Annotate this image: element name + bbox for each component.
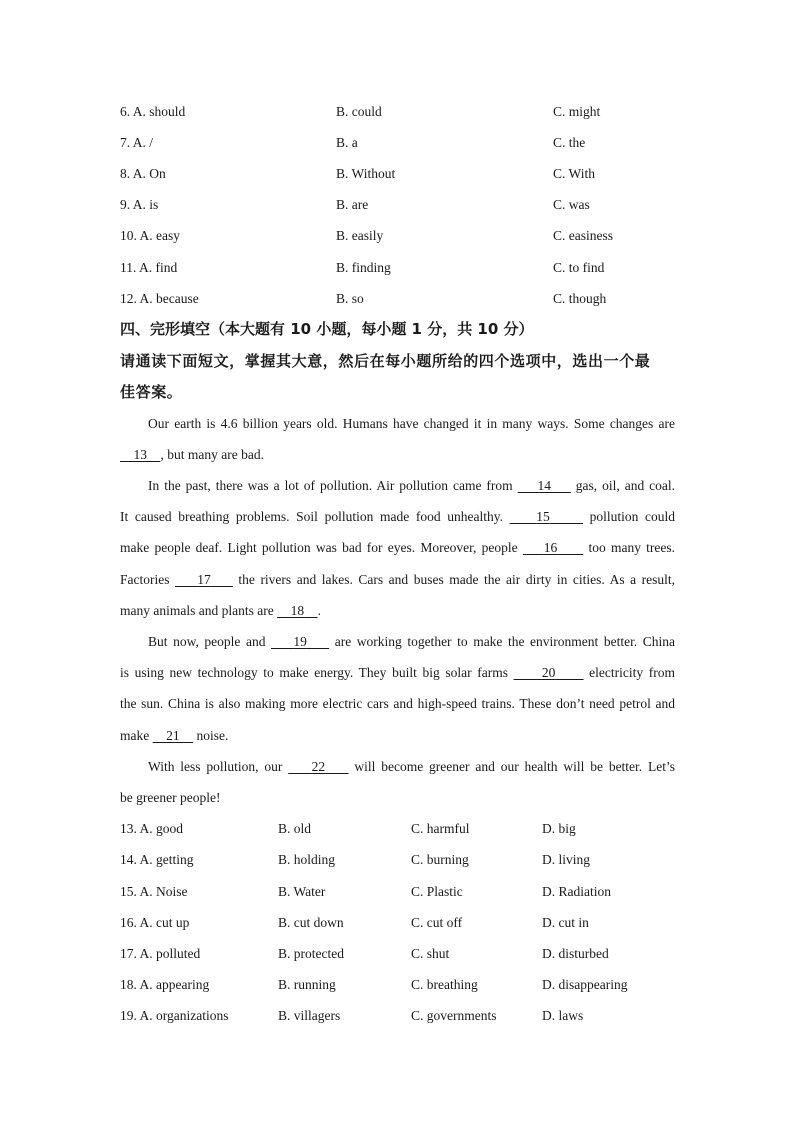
option-c: C. Plastic: [411, 884, 463, 899]
option-a: 17. A. polluted: [120, 946, 201, 961]
option-c: C. though: [553, 291, 607, 306]
option-row-15: [120, 884, 675, 904]
option-b: B. villagers: [278, 1008, 341, 1023]
blank-20: 20: [541, 665, 556, 680]
option-c: C. breathing: [411, 977, 478, 992]
option-c: C. to find: [553, 260, 605, 275]
option-b: B. cut down: [278, 915, 344, 930]
passage-line: 13 , but many are bad.: [120, 447, 675, 467]
option-row-14: [120, 852, 675, 872]
option-a: 8. A. On: [120, 166, 166, 181]
option-a: 6. A. should: [120, 104, 186, 119]
option-row-8: [120, 166, 675, 186]
option-a: 12. A. because: [120, 291, 199, 306]
option-row-7: [120, 135, 675, 155]
option-b: B. so: [336, 291, 364, 306]
option-d: D. disappearing: [542, 977, 628, 992]
option-d: D. laws: [542, 1008, 584, 1023]
passage-line: the sun. China is also making more electric cars and high-speed trains. These don’t need petrol and: [120, 696, 675, 711]
option-d: D. disturbed: [542, 946, 609, 961]
passage-line: It caused breathing problems. Soil pollution made food unhealthy. 15 pollution could: [120, 509, 676, 524]
option-c: C. easiness: [553, 228, 613, 243]
passage-line: make 21 noise.: [120, 728, 229, 743]
option-a: 11. A. find: [120, 260, 178, 275]
blank-14: 14: [537, 478, 551, 493]
section-instruction-line2: 佳答案。: [120, 383, 183, 401]
option-row-6: [120, 104, 675, 124]
passage-line: is using new technology to make energy. They built big solar farms 20 electricity from: [120, 665, 676, 680]
passage-line: be greener people!: [120, 790, 221, 805]
option-b: B. old: [278, 821, 312, 836]
option-b: B. could: [336, 104, 382, 119]
option-row-10: [120, 228, 675, 248]
passage-line: But now, people and 19 are working together to make the environment better. China: [148, 634, 676, 649]
blank-19: 19: [293, 634, 307, 649]
option-row-9: [120, 197, 675, 217]
blank-21: 21: [166, 728, 180, 743]
option-d: D. Radiation: [542, 884, 611, 899]
passage-line: make people deaf. Light pollution was bad for eyes. Moreover, people 16 too many trees.: [120, 540, 676, 555]
option-a: 16. A. cut up: [120, 915, 190, 930]
option-a: 13. A. good: [120, 821, 184, 836]
option-a: 18. A. appearing: [120, 977, 210, 992]
option-row-11: [120, 260, 675, 280]
option-a: 7. A. /: [120, 135, 154, 150]
blank-22: 22: [311, 759, 326, 774]
option-b: B. holding: [278, 852, 336, 867]
passage-line: Our earth is 4.6 billion years old. Humans have changed it in many ways. Some changes are: [148, 416, 675, 431]
option-c: C. shut: [411, 946, 450, 961]
option-d: D. big: [542, 821, 576, 836]
option-b: B. easily: [336, 228, 384, 243]
blank-15: 15: [536, 509, 550, 524]
option-b: B. are: [336, 197, 369, 212]
option-c: C. harmful: [411, 821, 470, 836]
option-row-12: [120, 291, 675, 311]
passage-line: With less pollution, our 22 will become greener and our health will be better. Let’s: [148, 759, 676, 774]
option-d: D. living: [542, 852, 591, 867]
blank-13: 13: [133, 447, 147, 462]
passage-line: In the past, there was a lot of pollution. Air pollution came from 14 gas, oil, and coal.: [148, 478, 676, 493]
blank-16: 16: [543, 540, 558, 555]
option-row-13: [120, 821, 675, 841]
option-c: C. burning: [411, 852, 469, 867]
option-c: C. was: [553, 197, 590, 212]
option-c: C. With: [553, 166, 595, 181]
option-c: C. cut off: [411, 915, 463, 930]
option-row-16: [120, 915, 675, 935]
section-heading: 四、完形填空（本大题有 10 小题，每小题 1 分，共 10 分）: [120, 320, 534, 338]
passage-line: many animals and plants are 18 .: [120, 603, 321, 618]
document-page: [120, 0, 675, 1123]
blank-18: 18: [290, 603, 305, 618]
option-a: 9. A. is: [120, 197, 159, 212]
option-b: B. running: [278, 977, 336, 992]
option-b: B. Water: [278, 884, 326, 899]
section-instruction-line1: 请通读下面短文，掌握其大意，然后在每小题所给的四个选项中，选出一个最: [120, 352, 651, 370]
option-b: B. protected: [278, 946, 344, 961]
passage-line: Factories 17 the rivers and lakes. Cars and buses made the air dirty in cities. As a result,: [120, 572, 676, 587]
option-a: 10. A. easy: [120, 228, 180, 243]
option-c: C. might: [553, 104, 601, 119]
option-a: 19. A. organizations: [120, 1008, 229, 1023]
option-a: 14. A. getting: [120, 852, 194, 867]
option-row-19: [120, 1008, 675, 1028]
option-c: C. governments: [411, 1008, 497, 1023]
option-b: B. finding: [336, 260, 391, 275]
option-b: B. a: [336, 135, 358, 150]
option-a: 15. A. Noise: [120, 884, 188, 899]
option-c: C. the: [553, 135, 586, 150]
blank-17: 17: [197, 572, 211, 587]
option-row-17: [120, 946, 675, 966]
option-row-18: [120, 977, 675, 997]
option-b: B. Without: [336, 166, 396, 181]
option-d: D. cut in: [542, 915, 589, 930]
